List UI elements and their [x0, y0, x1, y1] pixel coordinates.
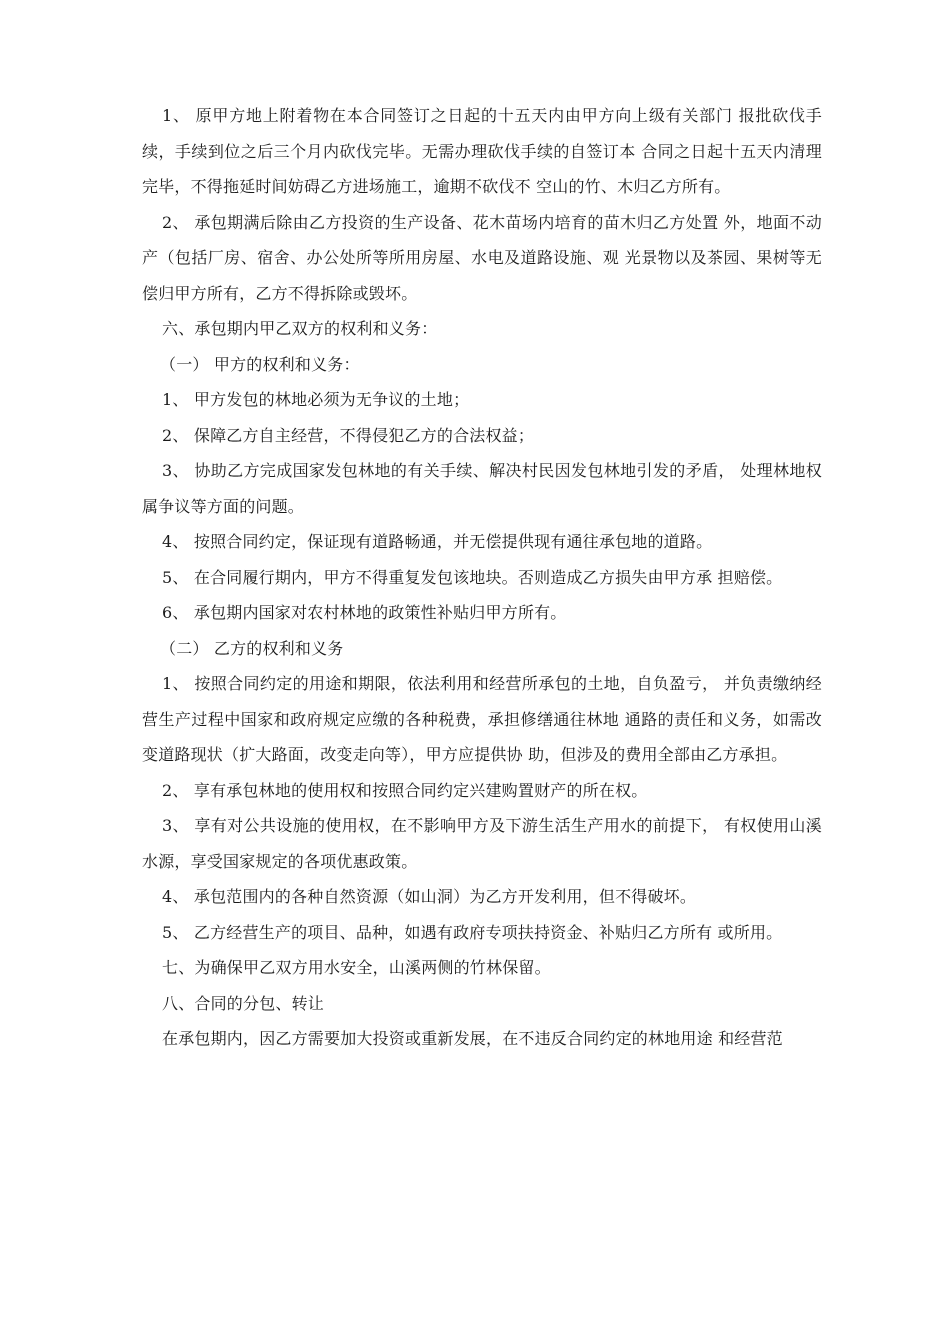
clause-paragraph: 1、 原甲方地上附着物在本合同签订之日起的十五天内由甲方向上级有关部门 报批砍伐手续，手续到位之后三个月内砍伐完毕。无需办理砍伐手续的自签订本 合同之日起十五天内清理完毕，不得拖延时间妨碍乙方进场施工，逾期不砍伐不 空山的竹、木归乙方所有。: [142, 106, 822, 196]
document-page: [142, 98, 822, 1057]
clause-paragraph: 在承包期内，因乙方需要加大投资或重新发展，在不违反合同约定的林地用途 和经营范: [162, 1029, 783, 1048]
clause-paragraph: 5、 在合同履行期内，甲方不得重复发包该地块。否则造成乙方损失由甲方承 担赔偿。: [162, 567, 783, 587]
clause-paragraph: 1、 甲方发包的林地必须为无争议的土地；: [162, 390, 470, 409]
section-heading: 六、承包期内甲乙双方的权利和义务：: [162, 319, 438, 338]
clause-paragraph: 2、 保障乙方自主经营，不得侵犯乙方的合法权益；: [162, 425, 535, 445]
clause-paragraph: 3、 协助乙方完成国家发包林地的有关手续、解决村民因发包林地引发的矛盾， 处理林地权属争议等方面的问题。: [142, 461, 822, 516]
subsection-heading: （二） 乙方的权利和义务: [160, 638, 344, 658]
clause-paragraph: 4、 承包范围内的各种自然资源（如山洞）为乙方开发利用，但不得破坏。: [162, 887, 697, 906]
clause-paragraph: 1、 按照合同约定的用途和期限，依法利用和经营所承包的土地，自负盈亏， 并负责缴纳经营生产过程中国家和政府规定应缴的各种税费，承担修缮通往林地 通路的责任和义务，如需改变道路现状（扩大路面，改变走向等），甲方应提供协 助，但涉及的费用全部由乙方承担。: [142, 674, 822, 764]
subsection-heading: （一） 甲方的权利和义务：: [160, 354, 360, 374]
section-heading: 七、为确保甲乙双方用水安全，山溪两侧的竹林保留。: [162, 958, 551, 977]
clause-paragraph: 2、 享有承包林地的使用权和按照合同约定兴建购置财产的所在权。: [162, 780, 648, 800]
clause-paragraph: 4、 按照合同约定，保证现有道路畅通，并无偿提供现有通往承包地的道路。: [162, 532, 713, 551]
section-heading: 八、合同的分包、转让: [162, 993, 325, 1013]
clause-paragraph: 2、 承包期满后除由乙方投资的生产设备、花木苗场内培育的苗木归乙方处置 外，地面不动产（包括厂房、宿舍、办公处所等所用房屋、水电及道路设施、观 光景物以及茶园、果树等无偿归甲方所有，乙方不得拆除或毁坏。: [142, 212, 822, 303]
clause-paragraph: 6、 承包期内国家对农村林地的政策性补贴归甲方所有。: [162, 603, 567, 622]
clause-paragraph: 3、 享有对公共设施的使用权，在不影响甲方及下游生活生产用水的前提下， 有权使用山溪水源，享受国家规定的各项优惠政策。: [142, 816, 822, 871]
clause-paragraph: 5、 乙方经营生产的项目、品种，如遇有政府专项扶持资金、补贴归乙方所有 或所用。: [162, 922, 783, 942]
